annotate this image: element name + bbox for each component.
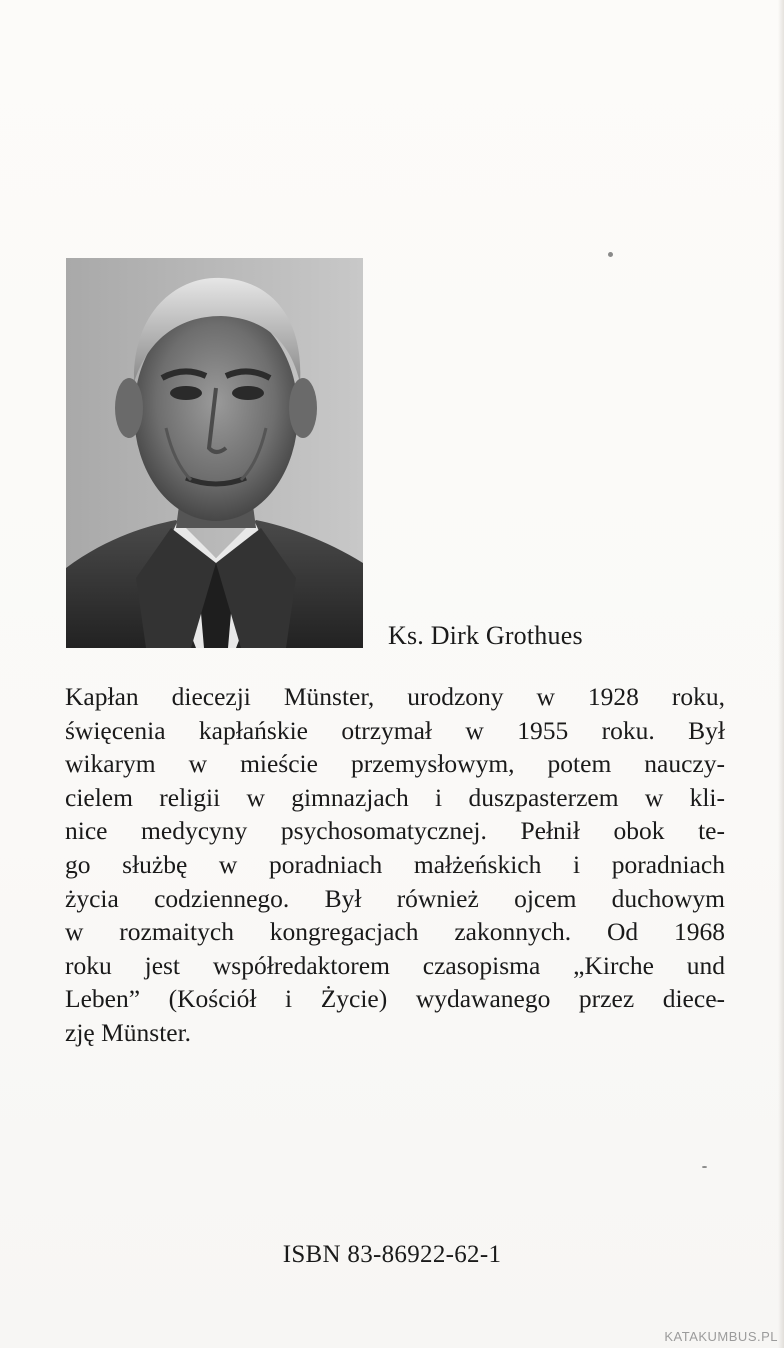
bio-line: Leben” (Kościół i Życie) wydawanego przez diece- (65, 984, 725, 1014)
site-watermark: KATAKUMBUS.PL (664, 1329, 778, 1344)
paper-speck (608, 252, 613, 257)
bio-line: roku jest współredaktorem czasopisma „Kirche und (65, 950, 725, 980)
paper-speck (702, 1166, 707, 1168)
bio-line: w rozmaitych kongregacjach zakonnych. Od 1968 (65, 917, 725, 947)
bio-line: święcenia kapłańskie otrzymał w 1955 roku. Był (65, 715, 725, 745)
bio-line: nice medycyny psychosomatycznej. Pełnił obok te- (65, 816, 725, 846)
bio-line: zję Münster. (65, 1017, 192, 1047)
author-photo (66, 258, 363, 648)
bio-line: Kapłan diecezji Münster, urodzony w 1928 roku, (65, 682, 725, 711)
bio-line: życia codziennego. Był również ojcem duchowym (65, 883, 725, 913)
bio-line: go służbę w poradniach małżeńskich i poradniach (65, 849, 725, 879)
page-edge-shadow (778, 0, 784, 1348)
bio-line: wikarym w mieście przemysłowym, potem nauczy- (65, 749, 725, 779)
isbn-number: ISBN 83-86922-62-1 (282, 1241, 502, 1268)
author-biography (65, 680, 725, 1050)
portrait-photo-icon (66, 258, 363, 648)
author-name-caption: Ks. Dirk Grothues (388, 621, 583, 650)
bio-line: cielem religii w gimnazjach i duszpasterzem w kli- (65, 782, 725, 812)
